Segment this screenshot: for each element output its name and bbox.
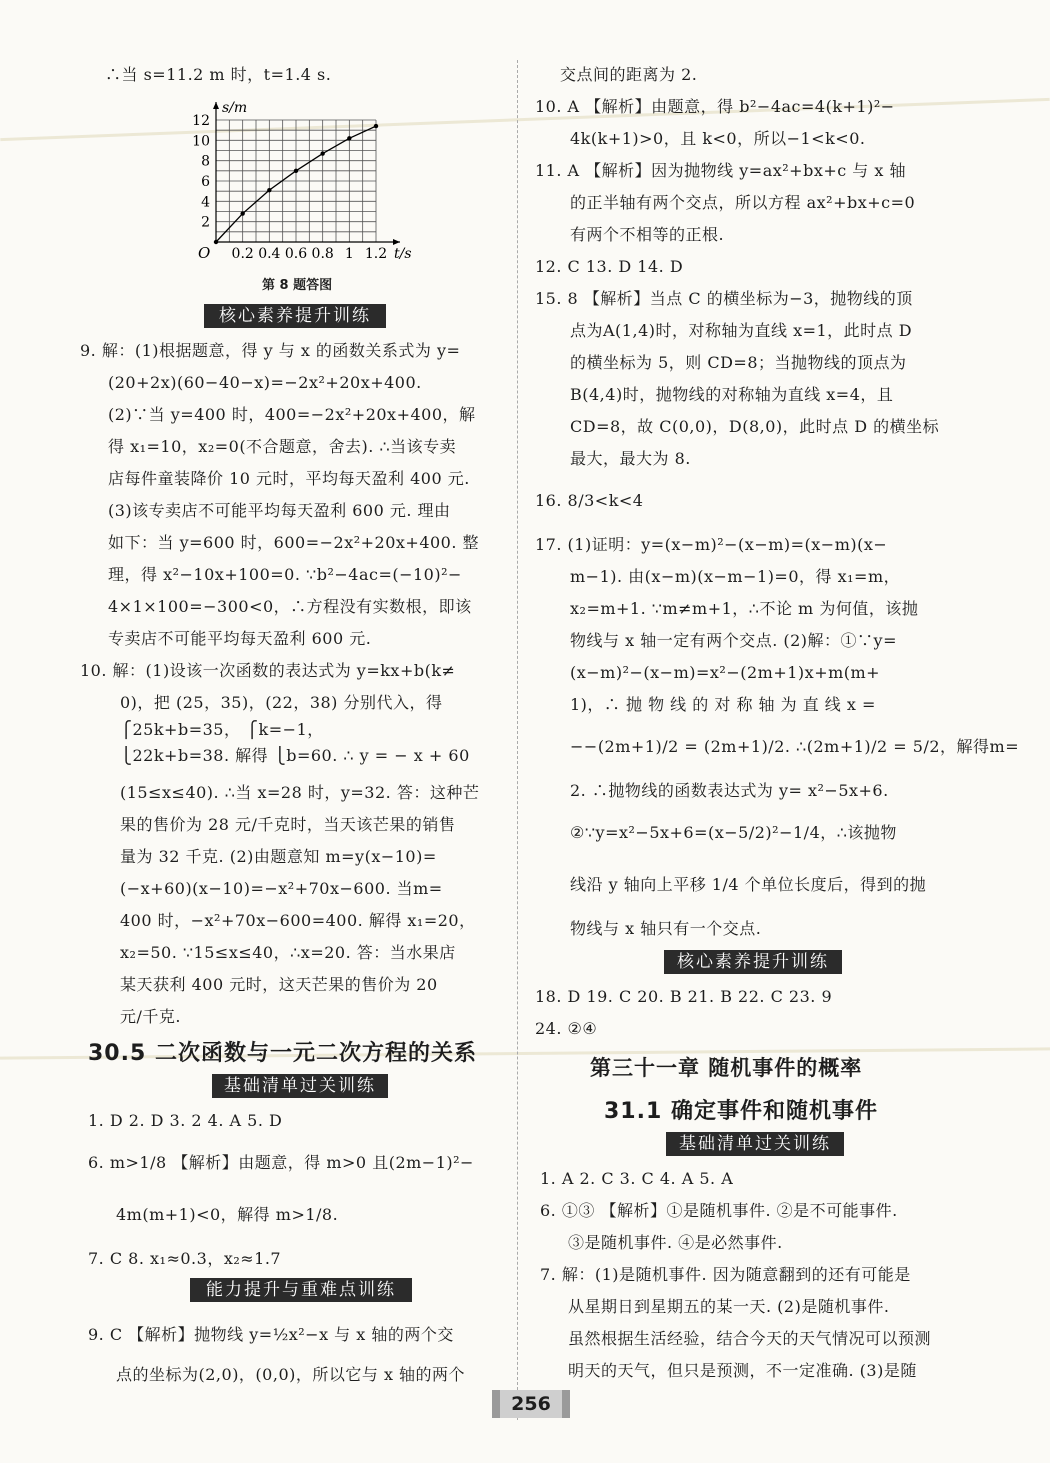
right-text-line: 18. D 19. C 20. B 21. B 22. C 23. 9 [535, 987, 833, 1006]
x-axis-arrow [393, 239, 400, 245]
right-text-line: 的横坐标为 5，则 CD=8；当抛物线的顶点为 [570, 353, 907, 372]
banner-basic-right: 基础清单过关训练 [666, 1132, 844, 1156]
left-text-line: 得 x₁=10，x₂=0(不合题意，舍去). ∴当该专卖 [108, 437, 457, 456]
left-text-line: 点的坐标为(2,0)，(0,0)，所以它与 x 轴的两个 [116, 1365, 466, 1384]
left-text-line: 9. 解：(1)根据题意，得 y 与 x 的函数关系式为 y= [80, 341, 461, 360]
left-text-line: 专卖店不可能平均每天盈利 600 元. [108, 629, 372, 648]
x-tick-label: 0.8 [311, 246, 334, 262]
x-tick-label: 0.4 [258, 246, 281, 262]
left-text-line: 量为 32 千克. (2)由题意知 m=y(x−10)= [120, 847, 437, 866]
y-tick-label: 12 [192, 113, 210, 129]
left-text-line: 7. C 8. x₁≈0.3，x₂≈1.7 [88, 1249, 282, 1268]
banner-basic-left: 基础清单过关训练 [212, 1074, 388, 1098]
left-text-line: 店每件童装降价 10 元时，平均每天盈利 400 元. [108, 469, 470, 488]
right-text-line: 16. 8/3<k<4 [535, 491, 644, 510]
right-text-line: 4k(k+1)>0，且 k<0，所以−1<k<0. [570, 129, 866, 148]
left-text-line: 400 时，−x²+70x−600=400. 解得 x₁=20， [120, 911, 476, 930]
right-text-line: 6. ①③ 【解析】①是随机事件. ②是不可能事件. [540, 1201, 898, 1220]
right-text-line: 虽然根据生活经验，结合今天的天气情况可以预测 [568, 1329, 932, 1348]
right-text-line: 1)，∴ 抛 物 线 的 对 称 轴 为 直 线 x = [570, 695, 876, 714]
chapter-title-31: 第三十一章 随机事件的概率 [590, 1056, 863, 1080]
left-text-line: 6. m>1/8 【解析】由题意，得 m>0 且(2m−1)²− [88, 1153, 474, 1172]
left-text-line: ⎧25k+b=35， ⎧k=−1， [120, 720, 324, 739]
y-axis-arrow [213, 102, 219, 109]
right-text-line: CD=8，故 C(0,0)，D(8,0)，此时点 D 的横坐标 [570, 417, 940, 436]
banner-core-left: 核心素养提升训练 [204, 304, 386, 328]
right-text-line: x₂=m+1. ∵m≠m+1，∴不论 m 为何值，该抛 [570, 599, 919, 618]
y-tick-label: 10 [192, 133, 210, 150]
y-tick-label: 2 [201, 214, 210, 231]
data-point [347, 136, 351, 140]
y-tick-label: 6 [201, 174, 210, 190]
right-text-line: 11. A 【解析】因为抛物线 y=ax²+bx+c 与 x 轴 [535, 161, 907, 180]
y-axis-label: s/m [222, 100, 248, 116]
left-text-line: (3)该专卖店不可能平均每天盈利 600 元. 理由 [108, 501, 451, 520]
right-text-line: 交点间的距离为 2. [560, 65, 698, 84]
left-text-line: (2)∵当 y=400 时，400=−2x²+20x+400，解 [108, 405, 476, 424]
distance-time-chart [190, 96, 430, 274]
y-tick-label: 8 [201, 153, 210, 170]
right-text-line: m−1). 由(x−m)(x−m−1)=0，得 x₁=m， [570, 567, 901, 586]
left-text-line: 1. D 2. D 3. 2 4. A 5. D [88, 1111, 283, 1130]
right-text-line: 物线与 x 轴一定有两个交点. (2)解：①∵y= [570, 631, 897, 650]
right-text-line: 物线与 x 轴只有一个交点. [570, 919, 762, 938]
right-text-line: ③是随机事件. ④是必然事件. [568, 1233, 783, 1252]
left-text-line: 9. C 【解析】抛物线 y=½x²−x 与 x 轴的两个交 [88, 1325, 454, 1344]
right-text-line: 点为A(1,4)时，对称轴为直线 x=1，此时点 D [570, 321, 913, 340]
data-point [320, 151, 324, 155]
right-text-line: 线沿 y 轴向上平移 1/4 个单位长度后，得到的抛 [570, 875, 927, 894]
data-point [294, 169, 298, 173]
right-text-line: (x−m)²−(x−m)=x²−(2m+1)x+m(m+ [570, 663, 881, 682]
right-text-line: 有两个不相等的正根. [570, 225, 725, 244]
right-text-line: 15. 8 【解析】当点 C 的横坐标为−3，抛物线的顶 [535, 289, 913, 308]
left-text-line: 4×1×100=−300<0，∴方程没有实数根，即该 [108, 597, 472, 616]
data-point [240, 211, 244, 215]
banner-core-right: 核心素养提升训练 [664, 950, 842, 974]
section-title-30-5: 30.5 二次函数与一元二次方程的关系 [88, 1041, 477, 1066]
x-tick-label: 0.2 [231, 246, 254, 262]
x-axis-label: t/s [394, 246, 412, 262]
left-text-line: 0)，把 (25，35)，(22，38) 分别代入，得 [120, 693, 443, 712]
right-text-line: 从星期日到星期五的某一天. (2)是随机事件. [568, 1297, 890, 1316]
left-text-line: 4m(m+1)<0，解得 m>1/8. [116, 1205, 339, 1224]
left-text-line: 理，得 x²−10x+100=0. ∵b²−4ac=(−10)²− [108, 565, 462, 584]
banner-ability-left: 能力提升与重难点训练 [190, 1278, 412, 1302]
right-text-line: 10. A 【解析】由题意，得 b²−4ac=4(k+1)²− [535, 97, 895, 116]
right-text-line: 24. ②④ [535, 1019, 598, 1038]
right-text-line: B(4,4)时，抛物线的对称轴为直线 x=4，且 [570, 385, 894, 404]
y-tick-label: 4 [201, 194, 210, 211]
data-point [214, 240, 218, 244]
x-tick-label: 1 [344, 246, 354, 262]
left-text-line: (−x+60)(x−10)=−x²+70x−600. 当m= [120, 879, 443, 898]
data-point [267, 188, 271, 192]
right-text-line: ②∵y=x²−5x+6=(x−5/2)²−1/4，∴该抛物 [570, 823, 897, 842]
column-divider [517, 60, 518, 1420]
data-point [374, 124, 378, 128]
chart-caption: 第 8 题答图 [262, 278, 333, 293]
right-text-line: 1. A 2. C 3. C 4. A 5. A [540, 1169, 734, 1188]
left-text-line: (15≤x≤40). ∴当 x=28 时，y=32. 答：这种芒 [120, 783, 480, 802]
right-text-line: 2. ∴抛物线的函数表达式为 y= x²−5x+6. [570, 781, 889, 800]
chart-svg [190, 96, 430, 274]
right-text-line: 7. 解：(1)是随机事件. 因为随意翻到的还有可能是 [540, 1265, 911, 1284]
right-text-line: 明天的天气，但只是预测，不一定准确. (3)是随 [568, 1361, 917, 1380]
section-title-31-1: 31.1 确定事件和随机事件 [604, 1099, 878, 1124]
x-tick-label: 0.6 [284, 246, 308, 262]
left-text-line: 如下：当 y=600 时，600=−2x²+20x+400. 整 [108, 533, 480, 552]
left-text-line: (20+2x)(60−40−x)=−2x²+20x+400. [108, 373, 422, 392]
right-text-line: 的正半轴有两个交点，所以方程 ax²+bx+c=0 [570, 193, 916, 212]
left-text-line: ⎩22k+b=38. 解得 ⎩b=60. ∴ y = − x + 60 [120, 746, 470, 765]
x-tick-label: 1.2 [364, 246, 388, 262]
origin-label: O [198, 244, 211, 262]
right-text-line: 最大，最大为 8. [570, 449, 691, 468]
left-text-line: x₂=50. ∵15≤x≤40，∴x=20. 答：当水果店 [120, 943, 456, 962]
left-text-line: 某天获利 400 元时，这天芒果的售价为 20 [120, 975, 438, 994]
page-number: 256 [492, 1390, 570, 1418]
right-text-line: −−(2m+1)/2 = (2m+1)/2. ∴(2m+1)/2 = 5/2，解得m= [570, 737, 1020, 756]
left-text-line: 10. 解：(1)设该一次函数的表达式为 y=kx+b(k≠ [80, 661, 456, 680]
left-text-line: ∴当 s=11.2 m 时，t=1.4 s. [105, 65, 332, 84]
right-text-line: 17. (1)证明：y=(x−m)²−(x−m)=(x−m)(x− [535, 535, 888, 554]
left-text-line: 元/千克. [120, 1007, 181, 1026]
right-text-line: 12. C 13. D 14. D [535, 257, 684, 276]
left-text-line: 果的售价为 28 元/千克时，当天该芒果的销售 [120, 815, 456, 834]
